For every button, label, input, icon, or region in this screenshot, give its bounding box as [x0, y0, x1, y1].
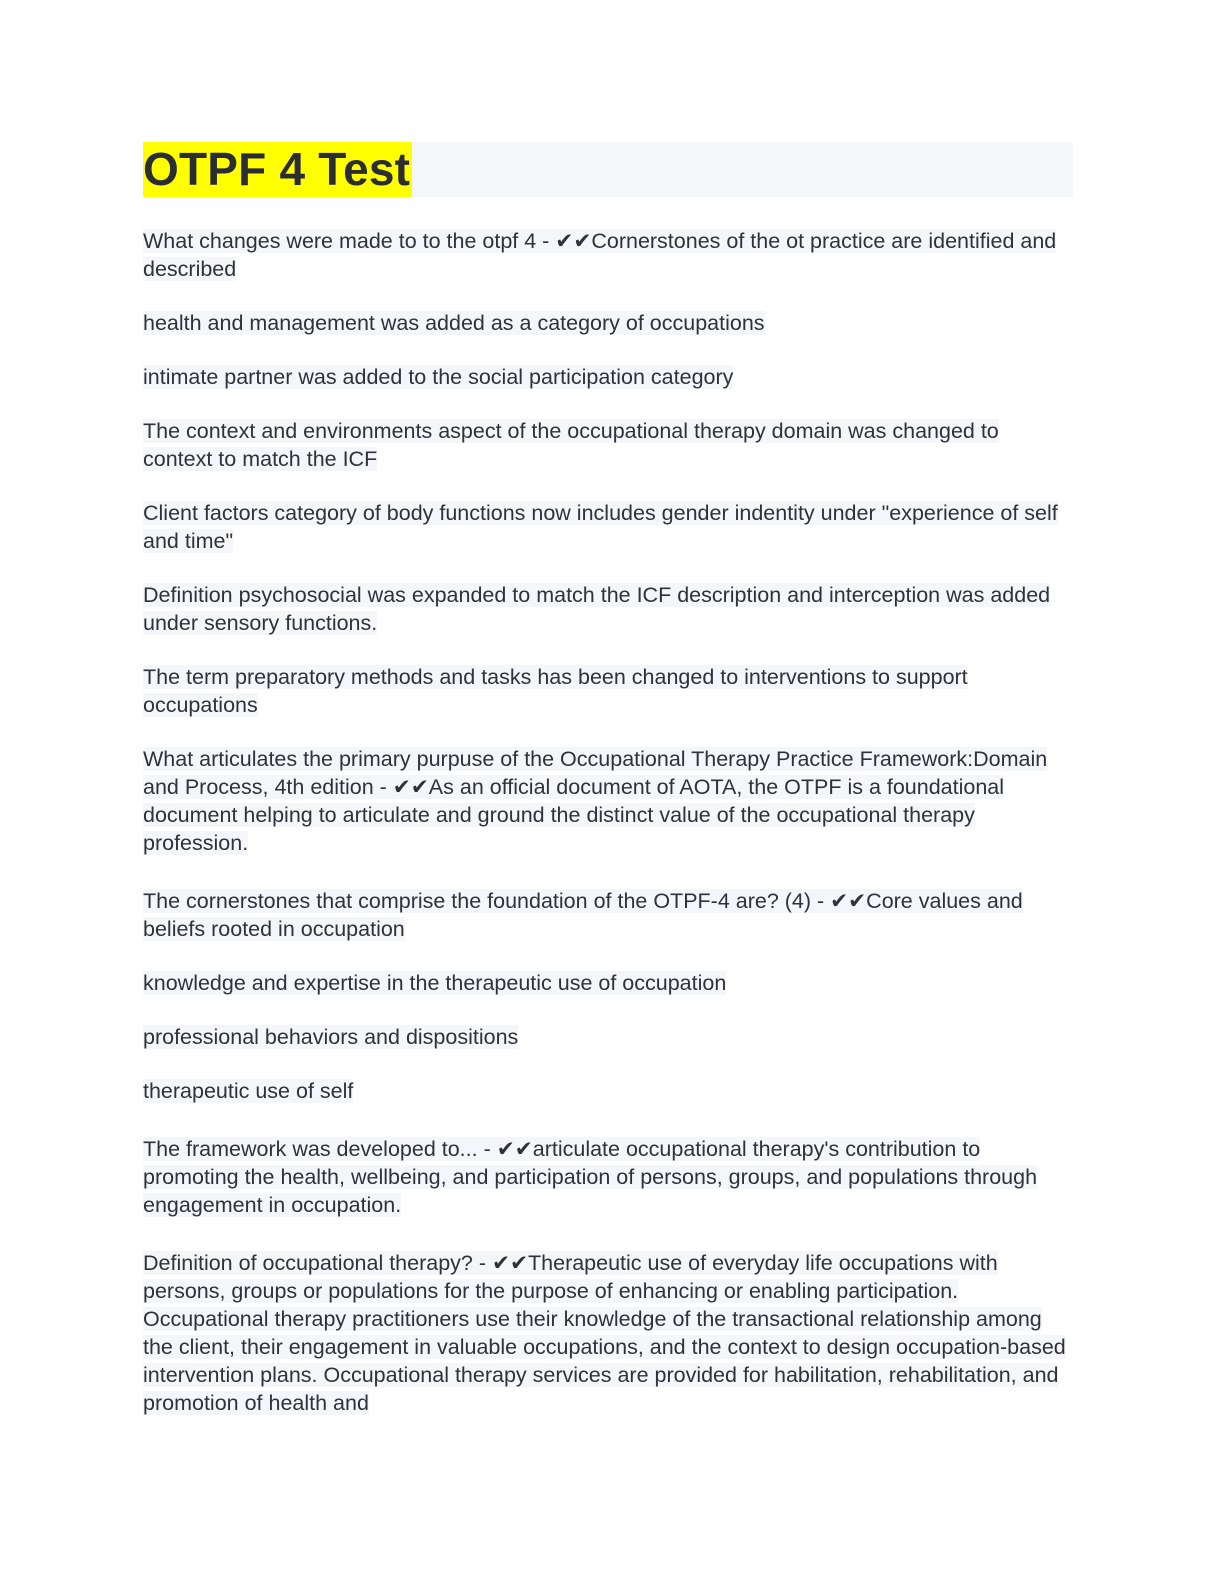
paragraph-text: Definition of occupational therapy? - ✔✔Therapeutic use of everyday life occupations with persons, groups or populations for the purpose of enhancing or enabling participation. Occupational therapy practitioners use their knowledge of the transactional relationship among the client, their engagement in valuable occupations, and the context to design occupation-based intervention plans. Occupational therapy services are provided for habilitation, rehabilitation, and promotion of health and — [143, 1251, 1066, 1415]
paragraph-text: The framework was developed to... - ✔✔articulate occupational therapy's contribution to promoting the health, wellbeing, and participation of persons, groups, and populations through engagement in occupation. — [143, 1137, 1038, 1217]
paragraph-text: The cornerstones that comprise the foundation of the OTPF-4 are? (4) - ✔✔Core values and beliefs rooted in occupation — [143, 889, 1023, 941]
paragraph-text: professional behaviors and dispositions — [143, 1025, 519, 1049]
paragraph-1 — [143, 227, 1073, 283]
paragraph-8 — [143, 745, 1073, 857]
paragraph-text: The context and environments aspect of the occupational therapy domain was changed to context to match the ICF — [143, 419, 999, 471]
paragraph-text: health and management was added as a category of occupations — [143, 311, 765, 335]
paragraph-text: Client factors category of body functions now includes gender indentity under "experience of self and time" — [143, 501, 1058, 553]
paragraph-text: What changes were made to to the otpf 4 - ✔✔Cornerstones of the ot practice are identified and described — [143, 229, 1057, 281]
paragraph-text: Definition psychosocial was expanded to match the ICF description and interception was added under sensory functions. — [143, 583, 1051, 635]
paragraph-3 — [143, 363, 1073, 391]
paragraph-5 — [143, 499, 1073, 555]
paragraph-4 — [143, 417, 1073, 473]
paragraph-text: intimate partner was added to the social participation category — [143, 365, 734, 389]
paragraph-text: knowledge and expertise in the therapeutic use of occupation — [143, 971, 727, 995]
paragraph-7 — [143, 663, 1073, 719]
title-bar — [143, 142, 1073, 197]
paragraph-text: therapeutic use of self — [143, 1079, 354, 1103]
paragraph-12 — [143, 1077, 1073, 1105]
paragraph-10 — [143, 969, 1073, 997]
paragraph-14 — [143, 1249, 1073, 1417]
paragraph-2 — [143, 309, 1073, 337]
document-body — [143, 142, 1073, 1417]
paragraph-9 — [143, 887, 1073, 943]
paragraph-6 — [143, 581, 1073, 637]
paragraph-text: The term preparatory methods and tasks has been changed to interventions to support occupations — [143, 665, 968, 717]
paragraph-text: What articulates the primary purpuse of the Occupational Therapy Practice Framework:Domain and Process, 4th edition - ✔✔As an official document of AOTA, the OTPF is a foundational document helping to articulate and ground the distinct value of the occupational therapy profession. — [143, 747, 1048, 855]
document-title: OTPF 4 Test — [143, 143, 411, 195]
paragraph-11 — [143, 1023, 1073, 1051]
paragraph-13 — [143, 1135, 1073, 1219]
